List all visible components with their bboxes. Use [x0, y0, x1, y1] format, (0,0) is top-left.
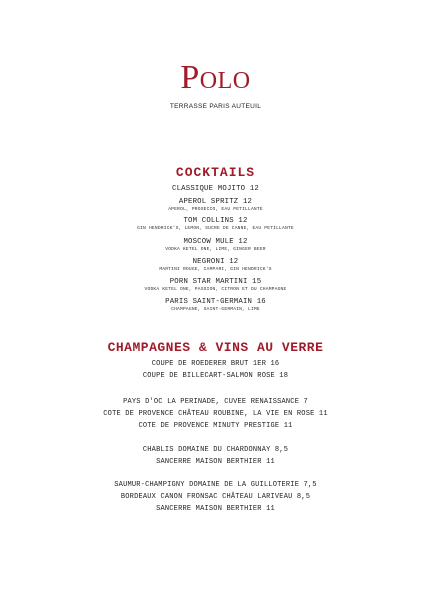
wine-line: SAUMUR-CHAMPIGNY DOMAINE DE LA GUILLOTERIE 7,5 [114, 481, 317, 489]
wine-line: BORDEAUX CANON FRONSAC CHÂTEAU LARIVEAU 8,5 [120, 493, 311, 501]
wine-line: COUPE DE BILLECART-SALMON ROSE 18 [142, 372, 289, 380]
cocktail-name: MOSCOW MULE 12 [183, 238, 248, 246]
wine-line: SANCERRE MAISON BERTHIER 11 [156, 505, 275, 513]
cocktail-name: PARIS SAINT-GERMAIN 16 [165, 298, 266, 306]
cocktail-name: APEROL SPRITZ 12 [178, 198, 253, 206]
brand-logo: Polo [180, 59, 251, 96]
wines-title: CHAMPAGNES & VINS AU VERRE [107, 340, 324, 355]
wine-line: PAYS D'OC LA PERINADE, CUVEE RENAISSANCE 7 [123, 398, 308, 406]
wine-line: SANCERRE MAISON BERTHIER 11 [156, 458, 275, 466]
cocktail-name: CLASSIQUE MOJITO 12 [172, 185, 259, 193]
cocktail-description: VODKA KETEL ONE, PASSION, CITRON ET DU CHAMPAGNE [144, 287, 287, 292]
cocktail-description: GIN HENDRICK'S, LEMON, SUCRE DE CANNE, EAU PETILLANTE [137, 226, 294, 231]
wine-line: COTE DE PROVENCE MINUTY PRESTIGE 11 [138, 422, 293, 430]
brand-subtitle: TERRASSE PARIS AUTEUIL [169, 103, 262, 110]
wine-line: COUPE DE ROEDERER BRUT 1ER 16 [151, 360, 280, 368]
cocktail-description: APEROL, PROSECCO, EAU PETILLANTE [168, 207, 263, 212]
cocktail-description: CHAMPAGNE, SAINT-GERMAIN, LIME [171, 307, 260, 312]
wine-line: CHABLIS DOMAINE DU CHARDONNAY 8,5 [142, 446, 289, 454]
cocktail-name: NEGRONI 12 [192, 258, 239, 266]
cocktail-description: VODKA KETEL ONE, LIME, GINGER BEER [165, 247, 266, 252]
cocktails-title: COCKTAILS [175, 165, 256, 180]
cocktail-name: TOM COLLINS 12 [183, 217, 248, 225]
cocktail-name: PORN STAR MARTINI 15 [169, 278, 262, 286]
wine-line: COTE DE PROVENCE CHÂTEAU ROUBINE, LA VIE EN ROSE 11 [103, 410, 328, 418]
cocktail-description: MARTINI ROUGE, CAMPARI, GIN HENDRICK'S [159, 267, 272, 272]
